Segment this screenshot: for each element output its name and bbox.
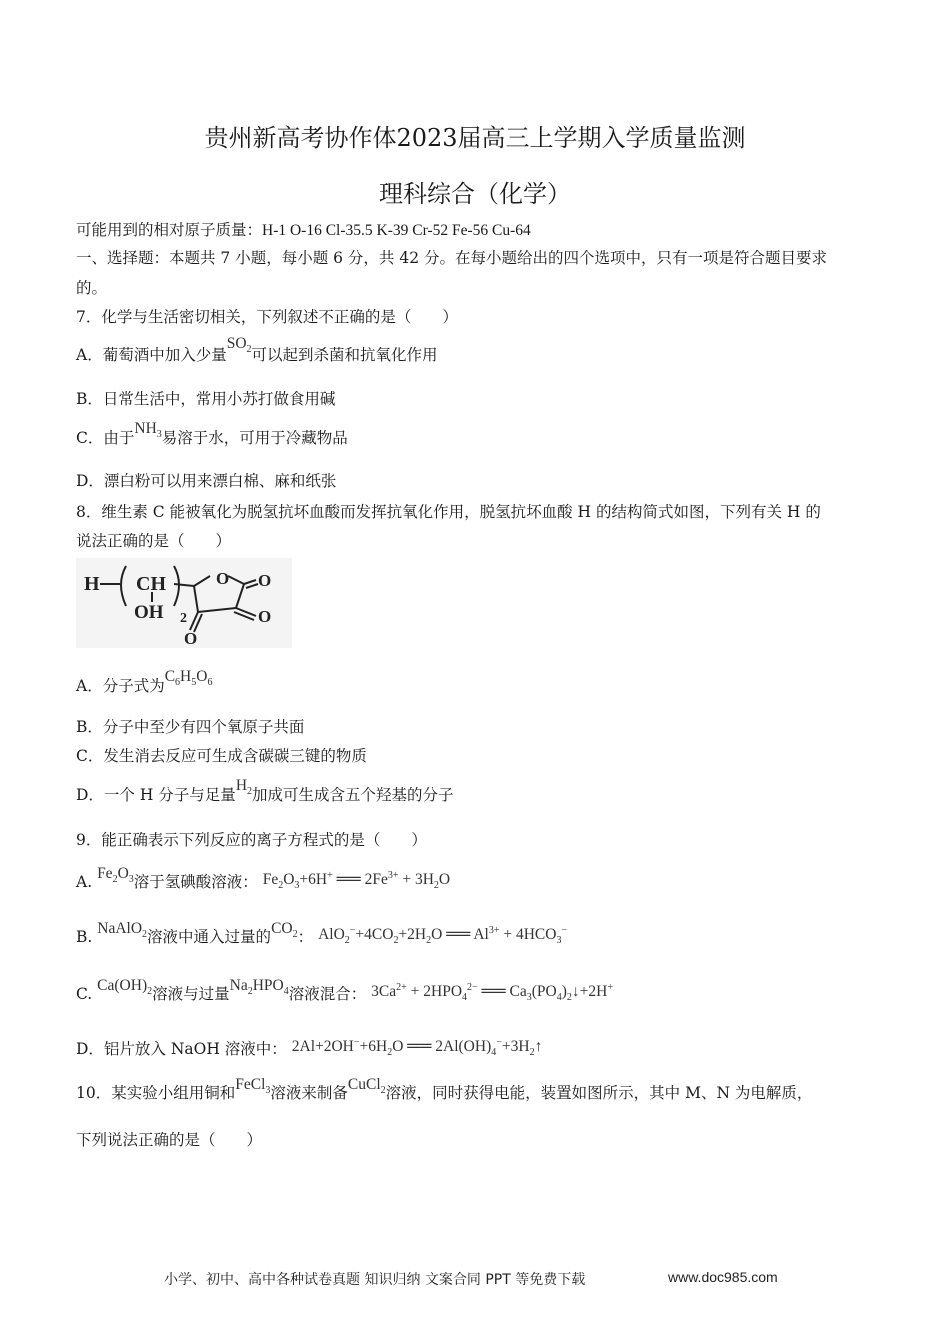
struct-carbonyl-o2-label: O bbox=[258, 607, 272, 626]
q7-option-c: C．由于$NH_3$易溶于水，可用于冷藏物品 bbox=[76, 420, 348, 447]
equation-c: $3Ca^{2+} + 2HPO_4^{2-}$ ══ $Ca_3(PO_4)_2↓+2H^+$ bbox=[371, 981, 613, 1004]
struct-ch-label: CH bbox=[136, 573, 166, 595]
q8-option-a: A．分子式为$C_6H_5O_6$ bbox=[76, 668, 213, 695]
equation-b: $AlO_2^-+4CO_2+2H_2O$ ══ $Al^{3+} + 4HCO_3^-$ bbox=[318, 924, 568, 947]
q8-stem: 8．维生素 C 能被氧化为脱氢抗坏血酸而发挥抗氧化作用，脱氢抗坏血酸 H 的结构简式如图，下列有关 H 的 bbox=[76, 503, 821, 521]
formula-c6h5o6: $C_6H_5O_6$ bbox=[164, 668, 213, 689]
q9-stem: 9．能正确表示下列反应的离子方程式的是（ ） bbox=[76, 831, 427, 849]
q9-option-b: B. NaAlO$_2$溶液中通入过量的$CO_2$： $AlO_2^-+4CO_2+2H_2O$ ══ $Al^{3+} + 4HCO_3^-$ bbox=[76, 920, 568, 947]
q7-option-a: A．葡萄酒中加入少量$SO_2$可以起到杀菌和抗氧化作用 bbox=[76, 335, 438, 364]
page-subtitle: 理科综合（化学） bbox=[379, 180, 571, 208]
page-title: 贵州新高考协作体2023届高三上学期入学质量监测 bbox=[204, 124, 746, 152]
q10-stem: 10．某实验小组用铜和FeCl$_3$溶液来制备CuCl$_2$溶液，同时获得电能，装置如图所示，其中 M、N 为电解质， bbox=[76, 1076, 813, 1102]
section-instructions: 一、选择题：本题共 7 小题，每小题 6 分，共 42 分。在每小题给出的四个选项中，只有一项是符合题目要求 bbox=[76, 249, 828, 267]
struct-h-label: H bbox=[84, 573, 100, 595]
struct-carbonyl-o3-label: O bbox=[184, 629, 198, 648]
q7-option-d: D．漂白粉可以用来漂白棉、麻和纸张 bbox=[76, 472, 337, 490]
q8-stem-cont: 说法正确的是（ ） bbox=[76, 532, 232, 550]
atomic-masses: 可能用到的相对原子质量：H-1 O-16 Cl-35.5 K-39 Cr-52 Fe-56 Cu-64 bbox=[76, 222, 531, 239]
q8-option-b: B．分子中至少有四个氧原子共面 bbox=[76, 718, 305, 736]
formula-so2: $SO_2$ bbox=[226, 335, 252, 356]
struct-ring-oxygen-label: O bbox=[216, 569, 230, 588]
struct-oh-label: OH bbox=[134, 602, 164, 623]
equation-d: $2Al+2OH^-+6H_2O$ ══ $2Al(OH)_4^-+3H_2↑$ bbox=[291, 1036, 543, 1059]
formula-h2: $H_2$ bbox=[235, 777, 253, 798]
q9-option-d: D．铝片放入 NaOH 溶液中： $2Al+2OH^-+6H_2O$ ══ $2Al(OH)_4^-+3H_2↑$ bbox=[76, 1036, 543, 1059]
q10-stem-cont: 下列说法正确的是（ ） bbox=[76, 1131, 263, 1149]
q8-option-c: C．发生消去反应可生成含碳碳三键的物质 bbox=[76, 747, 367, 765]
formula-nh3: $NH_3$ bbox=[134, 420, 162, 441]
q7-option-b: B．日常生活中，常用小苏打做食用碱 bbox=[76, 390, 336, 408]
struct-subscript-label: 2 bbox=[180, 611, 187, 626]
formula-cucl2: CuCl$_2$ bbox=[347, 1076, 386, 1097]
formula-fecl3: FeCl$_3$ bbox=[235, 1076, 271, 1097]
q8-option-d: D．一个 H 分子与足量$H_2$加成可生成含五个羟基的分子 bbox=[76, 777, 454, 804]
footer-link[interactable]: www.doc985.com bbox=[668, 1269, 778, 1285]
structure-diagram bbox=[76, 558, 292, 648]
struct-carbonyl-o1-label: O bbox=[258, 571, 272, 590]
section-instructions-cont: 的。 bbox=[76, 279, 108, 297]
q9-option-a: A. $Fe_2O_3$溶于氢碘酸溶液： $Fe_2O_3+6H^+$ ══ $2Fe^{3+} + 3H_2O$ bbox=[76, 865, 451, 892]
equation-a: $Fe_2O_3+6H^+$ ══ $2Fe^{3+} + 3H_2O$ bbox=[262, 869, 451, 892]
q9-option-c: C. $Ca(OH)_2$溶液与过量$Na_2HPO_4$溶液混合： $3Ca^{2+} + 2HPO_4^{2-}$ ══ $Ca_3(PO_4)_2↓+2H^+$ bbox=[76, 977, 613, 1004]
q7-stem: 7．化学与生活密切相关，下列叙述不正确的是（ ） bbox=[76, 308, 458, 326]
footer-text: 小学、初中、高中各种试卷真题 知识归纳 文案合同 PPT 等免费下载 bbox=[164, 1272, 586, 1288]
